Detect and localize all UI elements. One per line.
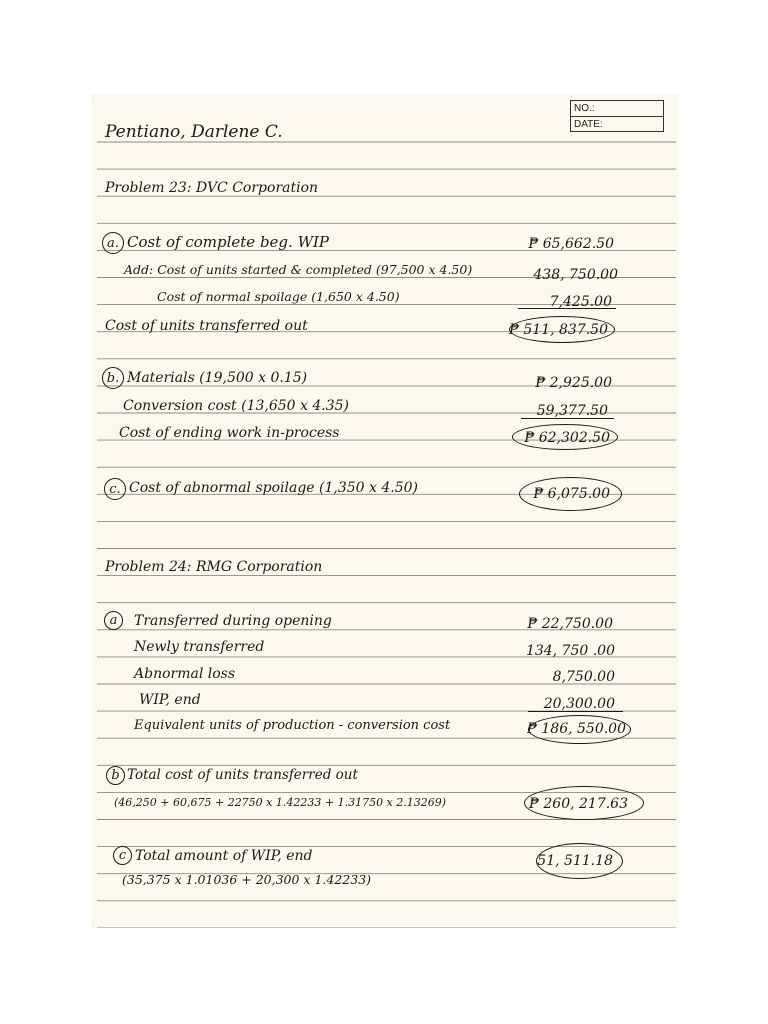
p24-a-amount-1: ₱ 22,750.00 [527, 616, 613, 632]
p23-a-amount-4: ₱ 511, 837.50 [509, 322, 608, 338]
p23-b-label-1: Materials (19,500 x 0.15) [127, 370, 308, 386]
p24-b-label-2: (46,250 + 60,675 + 22750 x 1.42233 + 1.31750 x 2.13269) [114, 796, 447, 809]
notebook-page [91, 94, 678, 928]
p23-b-amount-2: 59,377.50 [536, 403, 608, 419]
p24-a-label-4: WIP, end [139, 692, 201, 708]
p23-c-amount-1: ₱ 6,075.00 [533, 486, 610, 502]
p23-b-amount-1: ₱ 2,925.00 [535, 375, 612, 391]
part-b-marker-24: b [106, 766, 125, 785]
part-a-marker: a. [102, 232, 124, 254]
p24-b-label-1: Total cost of units transferred out [127, 767, 358, 783]
p23-a-label-2: Add: Cost of units started & completed (97,500 x 4.50) [124, 262, 473, 277]
student-name: Pentiano, Darlene C. [105, 122, 283, 142]
part-c-marker: c. [104, 478, 126, 500]
p24-c-label-2: (35,375 x 1.01036 + 20,300 x 1.42233) [122, 872, 372, 887]
p23-a-label-4: Cost of units transferred out [105, 318, 308, 334]
problem-23-title: Problem 23: DVC Corporation [105, 180, 319, 196]
p23-b-label-2: Conversion cost (13,650 x 4.35) [123, 398, 350, 414]
p23-b-label-3: Cost of ending work in-process [119, 425, 340, 441]
p23-b-amount-3: ₱ 62,302.50 [524, 430, 610, 446]
p24-a-amount-4: 20,300.00 [543, 696, 615, 712]
p24-a-amount-2: 134, 750 .00 [525, 643, 615, 659]
p24-a-amount-3: 8,750.00 [552, 669, 615, 685]
p23-a-label-1: Cost of complete beg. WIP [127, 233, 330, 251]
p23-c-label-1: Cost of abnormal spoilage (1,350 x 4.50) [129, 480, 419, 496]
part-a-marker-24: a [104, 611, 123, 630]
p24-a-label-5: Equivalent units of production - conversion cost [134, 718, 451, 733]
part-b-marker: b. [102, 367, 124, 389]
number-label: NO.: [571, 101, 663, 117]
p23-b-sum-line [521, 418, 614, 419]
p24-a-label-2: Newly transferred [134, 639, 265, 655]
p24-b-amount-2: ₱ 260, 217.63 [529, 796, 628, 812]
number-date-box [570, 100, 664, 132]
p23-a-sum-line [518, 308, 616, 309]
p24-a-label-3: Abnormal loss [134, 666, 236, 682]
p23-a-amount-3: 7,425.00 [549, 294, 612, 310]
p23-a-label-3: Cost of normal spoilage (1,650 x 4.50) [157, 289, 400, 304]
date-label: DATE: [574, 119, 603, 130]
part-c-marker-24: c [113, 846, 132, 865]
p24-c-label-1: Total amount of WIP, end [135, 848, 313, 864]
p24-a-label-1: Transferred during opening [134, 613, 332, 629]
p24-a-sum-line [528, 711, 623, 712]
p24-c-amount-1: 51, 511.18 [537, 853, 613, 869]
problem-24-title: Problem 24: RMG Corporation [105, 559, 323, 575]
p23-a-amount-2: 438, 750.00 [533, 267, 618, 283]
p24-a-amount-5: ₱ 186, 550.00 [527, 721, 626, 737]
p23-a-amount-1: ₱ 65,662.50 [528, 236, 614, 252]
